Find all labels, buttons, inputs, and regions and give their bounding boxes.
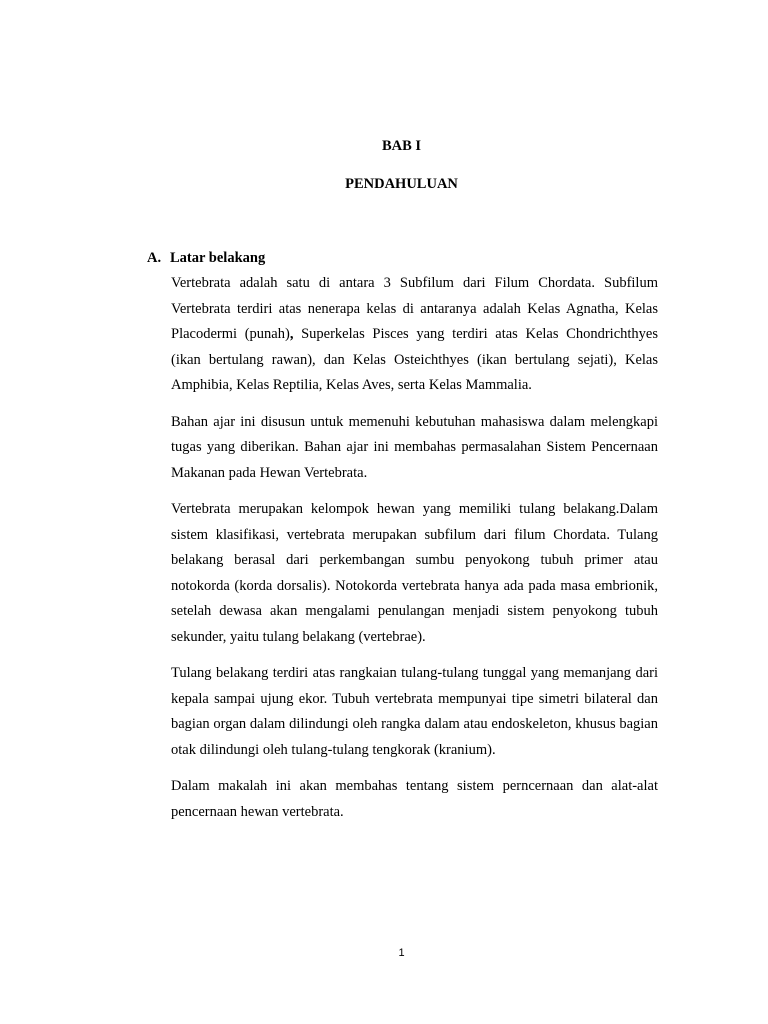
body-text — [171, 271, 658, 836]
chapter-number: BAB I — [381, 138, 422, 154]
section-marker: A. — [147, 250, 162, 266]
page-number: 1 — [398, 947, 405, 959]
chapter-title: PENDAHULUAN — [345, 176, 458, 192]
section-heading — [147, 248, 265, 268]
paragraph-backbone: Tulang belakang terdiri atas rangkaian tulang-tulang tunggal yang memanjang dari kepala sampai ujung ekor. Tubuh vertebrata mempunyai tipe simetri bilateral dan bagian organ dalam dilindungi oleh rangka dalam atau endoskeleton, khusus bagian otak dilindungi oleh tulang-tulang tengkorak (kranium). — [171, 665, 658, 758]
paragraph-text: Vertebrata adalah satu di antara 3 Subfilum dari Filum Chordata. Subfilum Vertebrata terdiri atas nenerapa kelas di antaranya adalah Kelas Agnatha, Kelas Placodermi (punah) — [171, 275, 658, 342]
paragraph-vertebrata-classes — [171, 271, 658, 399]
paragraph-scope: Dalam makalah ini akan membahas tentang sistem perncernaan dan alat-alat pencernaan hewan vertebrata. — [171, 778, 658, 820]
bold-comma: , — [289, 326, 294, 342]
paragraph-purpose: Bahan ajar ini disusun untuk memenuhi kebutuhan mahasiswa dalam melengkapi tugas yang diberikan. Bahan ajar ini membahas permasalahan Sistem Pencernaan Makanan pada Hewan Vertebrata. — [171, 413, 658, 481]
paragraph-definition: Vertebrata merupakan kelompok hewan yang memiliki tulang belakang.Dalam sistem klasifikasi, vertebrata merupakan subfilum dari filum Chordata. Tulang belakang berasal dari perkembangan sumbu penyokong tubuh primer atau notokorda (korda dorsalis). Notokorda vertebrata hanya ada pada masa embrionik, setelah dewasa akan mengalami penulangan menjadi sistem penyokong tubuh sekunder, yaitu tulang belakang (vertebrae). — [171, 501, 658, 645]
section-heading-text: Latar belakang — [170, 250, 266, 266]
paragraph-text: Superkelas Pisces yang terdiri atas Kelas Chondrichthyes (ikan bertulang rawan), dan Kelas Osteichthyes (ikan bertulang sejati), Kelas Amphibia, Kelas Reptilia, Kelas Aves, serta Kelas Mammalia. — [171, 326, 658, 393]
